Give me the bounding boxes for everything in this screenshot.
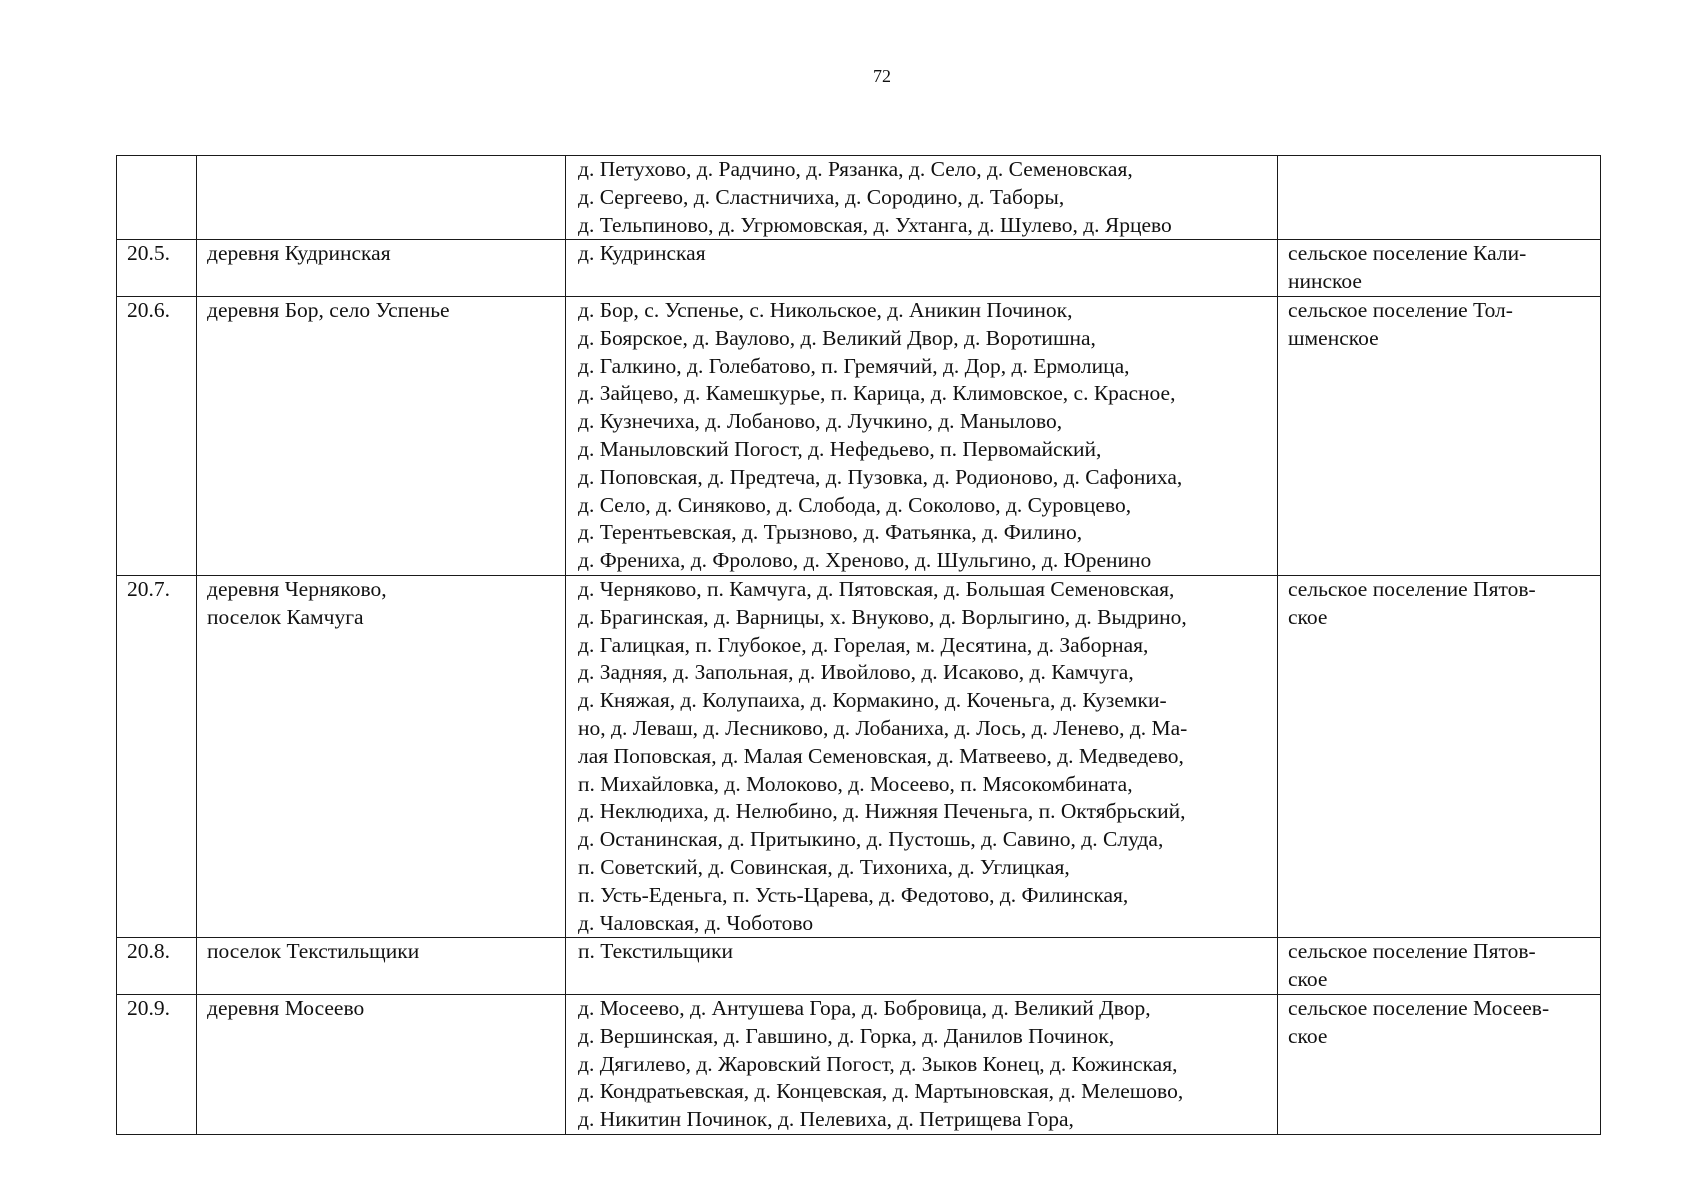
center-name-line: деревня Черняково, bbox=[207, 576, 387, 601]
table-row bbox=[117, 240, 1601, 297]
table-row bbox=[117, 296, 1601, 575]
places-list-line: д. Брагинская, д. Варницы, х. Внуково, д. Ворлыгино, д. Выдрино, bbox=[578, 604, 1187, 629]
row-number-cell: 20.8. bbox=[117, 938, 197, 995]
row-number-cell: 20.9. bbox=[117, 994, 197, 1134]
settlement-cell bbox=[1278, 156, 1601, 240]
page-number: 72 bbox=[873, 66, 891, 86]
places-list-line: д. Чаловская, д. Чоботово bbox=[578, 910, 814, 935]
center-name-cell bbox=[197, 994, 566, 1134]
places-list-line: д. Неклюдиха, д. Нелюбино, д. Нижняя Печеньга, п. Октябрьский, bbox=[578, 799, 1186, 824]
row-number-cell bbox=[117, 156, 197, 240]
places-list-line: д. Село, д. Синяково, д. Слобода, д. Соколово, д. Суровцево, bbox=[578, 492, 1132, 517]
settlement-line: сельское поселение Пятов- bbox=[1288, 576, 1536, 601]
places-list-line: д. Тельпиново, д. Угрюмовская, д. Ухтанга, д. Шулево, д. Ярцево bbox=[578, 212, 1172, 237]
row-number-cell: 20.7. bbox=[117, 575, 197, 937]
center-name-line: поселок Текстильщики bbox=[207, 939, 420, 964]
settlement-line: сельское поселение Мосеев- bbox=[1288, 995, 1550, 1020]
places-list-line: д. Терентьевская, д. Трызново, д. Фатьянка, д. Филино, bbox=[578, 520, 1083, 545]
places-list-line: но, д. Леваш, д. Лесниково, д. Лобаниха, д. Лось, д. Ленево, д. Ма- bbox=[578, 715, 1188, 740]
center-name-cell bbox=[197, 156, 566, 240]
places-list-line: д. Галицкая, п. Глубокое, д. Горелая, м. Десятина, д. Заборная, bbox=[578, 632, 1149, 657]
center-name-cell bbox=[197, 938, 566, 995]
settlement-line: нинское bbox=[1288, 269, 1362, 294]
center-name-line: деревня Бор, село Успенье bbox=[207, 297, 450, 322]
places-list-line: п. Усть-Еденьга, п. Усть-Царева, д. Федотово, д. Филинская, bbox=[578, 882, 1129, 907]
settlement-line: сельское поселение Пятов- bbox=[1288, 939, 1536, 964]
settlement-line: сельское поселение Тол- bbox=[1288, 297, 1513, 322]
table-row bbox=[117, 156, 1601, 240]
places-list-line: д. Останинская, д. Притыкино, д. Пустошь, д. Савино, д. Слуда, bbox=[578, 827, 1164, 852]
table-row bbox=[117, 575, 1601, 937]
places-list-line: д. Кудринская bbox=[578, 241, 706, 266]
places-list-line: лая Поповская, д. Малая Семеновская, д. Матвеево, д. Медведево, bbox=[578, 743, 1184, 768]
settlement-line: шменское bbox=[1288, 325, 1379, 350]
settlement-line: ское bbox=[1288, 1023, 1328, 1048]
settlement-cell bbox=[1278, 938, 1601, 995]
places-list-line: д. Сергеево, д. Сластничиха, д. Сородино, д. Таборы, bbox=[578, 184, 1065, 209]
places-list-line: д. Кондратьевская, д. Концевская, д. Мартыновская, д. Мелешово, bbox=[578, 1079, 1184, 1104]
settlement-cell bbox=[1278, 240, 1601, 297]
settlement-line: ское bbox=[1288, 967, 1328, 992]
places-list-cell bbox=[566, 296, 1278, 575]
settlement-line: сельское поселение Кали- bbox=[1288, 241, 1527, 266]
places-list-line: д. Маныловский Погост, д. Нефедьево, п. Первомайский, bbox=[578, 436, 1102, 461]
places-list-cell bbox=[566, 156, 1278, 240]
places-list-cell bbox=[566, 240, 1278, 297]
settlement-line: ское bbox=[1288, 604, 1328, 629]
center-name-line: деревня Мосеево bbox=[207, 995, 365, 1020]
places-list-line: п. Текстильщики bbox=[578, 939, 734, 964]
settlement-cell bbox=[1278, 994, 1601, 1134]
places-list-line: д. Вершинская, д. Гавшино, д. Горка, д. Данилов Починок, bbox=[578, 1023, 1115, 1048]
places-list-line: д. Петухово, д. Радчино, д. Рязанка, д. Село, д. Семеновская, bbox=[578, 157, 1133, 181]
center-name-cell bbox=[197, 575, 566, 937]
places-list-line: д. Зайцево, д. Камешкурье, п. Карица, д. Климовское, с. Красное, bbox=[578, 381, 1176, 406]
places-list-cell bbox=[566, 938, 1278, 995]
places-list-line: д. Галкино, д. Голебатово, п. Гремячий, д. Дор, д. Ермолица, bbox=[578, 353, 1130, 378]
center-name-cell bbox=[197, 240, 566, 297]
places-list-line: д. Боярское, д. Ваулово, д. Великий Двор, д. Воротишна, bbox=[578, 325, 1096, 350]
row-number-cell: 20.6. bbox=[117, 296, 197, 575]
places-list-line: п. Михайловка, д. Молоково, д. Мосеево, п. Мясокомбината, bbox=[578, 771, 1133, 796]
places-list-line: д. Задняя, д. Запольная, д. Ивойлово, д. Исаково, д. Камчуга, bbox=[578, 660, 1134, 685]
places-list-line: д. Черняково, п. Камчуга, д. Пятовская, д. Большая Семеновская, bbox=[578, 576, 1175, 601]
places-list-line: д. Никитин Починок, д. Пелевиха, д. Петрищева Гора, bbox=[578, 1107, 1074, 1132]
center-name-line: поселок Камчуга bbox=[207, 604, 364, 629]
row-number-cell: 20.5. bbox=[117, 240, 197, 297]
center-name-cell bbox=[197, 296, 566, 575]
places-list-cell bbox=[566, 994, 1278, 1134]
places-list-line: д. Дягилево, д. Жаровский Погост, д. Зыков Конец, д. Кожинская, bbox=[578, 1051, 1178, 1076]
places-list-line: д. Кузнечиха, д. Лобаново, д. Лучкино, д. Манылово, bbox=[578, 409, 1063, 434]
places-list-line: д. Поповская, д. Предтеча, д. Пузовка, д. Родионово, д. Сафониха, bbox=[578, 464, 1183, 489]
table-body bbox=[117, 156, 1601, 1135]
settlements-table bbox=[116, 155, 1601, 1135]
places-list-line: д. Бор, с. Успенье, с. Никольское, д. Аникин Починок, bbox=[578, 297, 1073, 322]
center-name-line: деревня Кудринская bbox=[207, 241, 391, 266]
table-row bbox=[117, 938, 1601, 995]
places-list-line: п. Советский, д. Совинская, д. Тихониха, д. Углицкая, bbox=[578, 854, 1070, 879]
settlement-cell bbox=[1278, 575, 1601, 937]
table-row bbox=[117, 994, 1601, 1134]
places-list-cell bbox=[566, 575, 1278, 937]
places-list-line: д. Мосеево, д. Антушева Гора, д. Бобровица, д. Великий Двор, bbox=[578, 995, 1151, 1020]
places-list-line: д. Френиха, д. Фролово, д. Хреново, д. Шульгино, д. Юренино bbox=[578, 548, 1152, 573]
places-list-line: д. Княжая, д. Колупаиха, д. Кормакино, д. Коченьга, д. Куземки- bbox=[578, 688, 1167, 713]
settlement-cell bbox=[1278, 296, 1601, 575]
